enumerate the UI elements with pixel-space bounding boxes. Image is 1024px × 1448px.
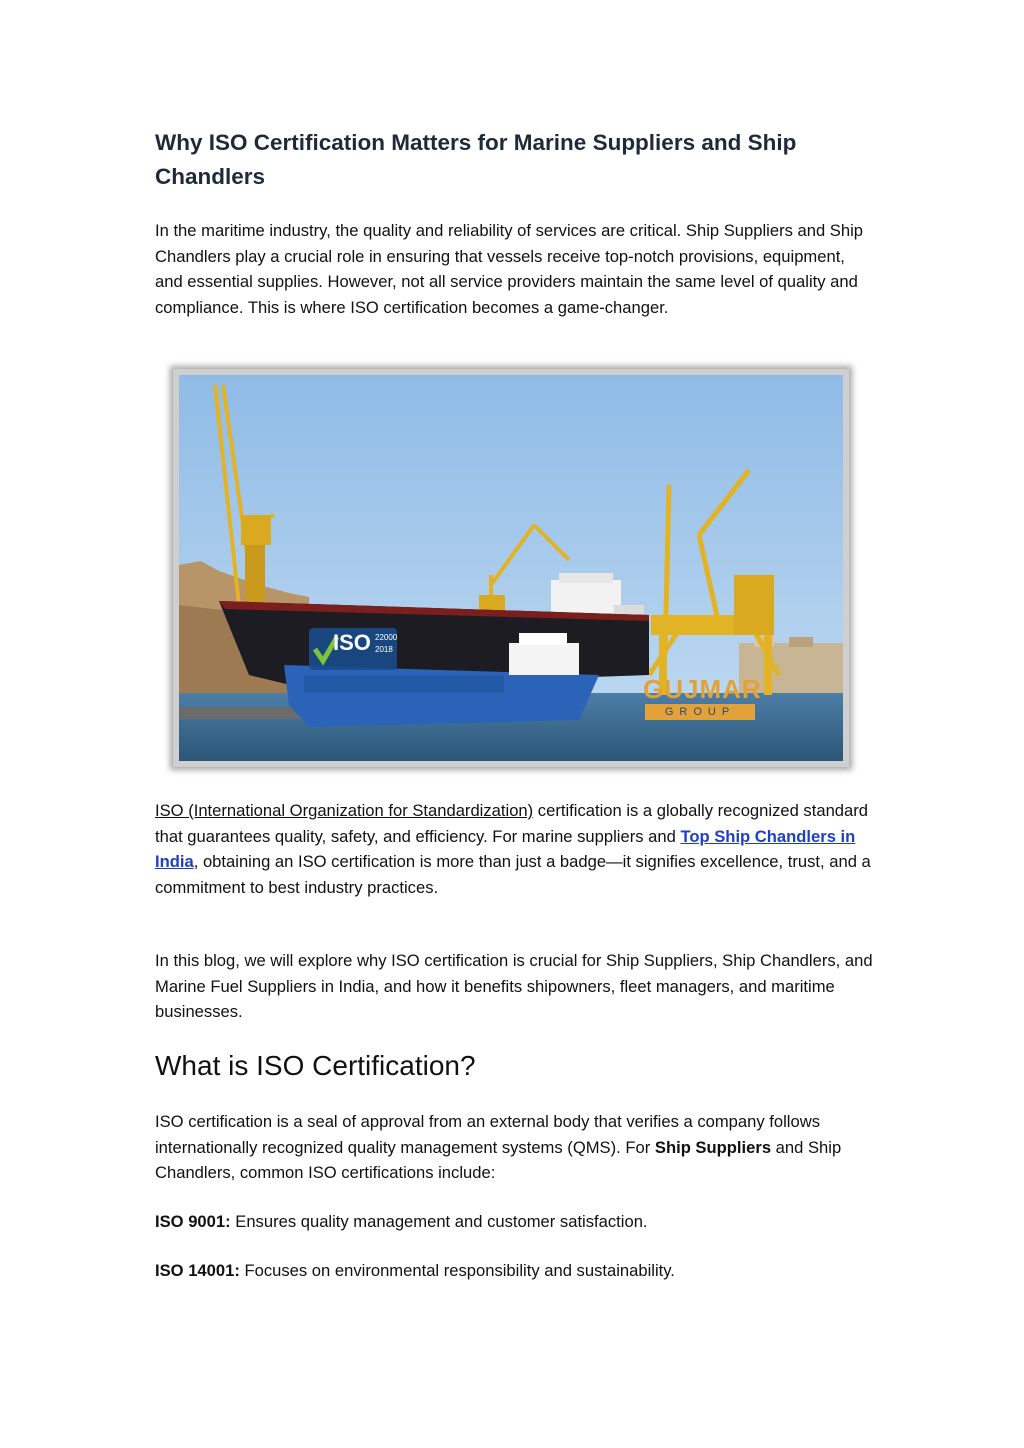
iso-definition-paragraph — [155, 798, 875, 900]
section-paragraph — [155, 1109, 875, 1186]
iso-item-text: Ensures quality management and customer satisfaction. — [230, 1212, 648, 1231]
iso-term: ISO (International Organization for Standardization) — [155, 801, 534, 820]
section-para-text-2: and Ship Chandlers, common ISO certifications include: — [155, 1137, 842, 1182]
section-para-text-1: ISO certification is a seal of approval from an external body that verifies a company follows internationally recognized quality management systems (QMS). For — [155, 1112, 820, 1157]
intro-paragraph: In the maritime industry, the quality and reliability of services are critical. Ship Suppliers and Ship Chandlers play a crucial role in ensuring that vessels receive top-notch provisions, equipment, and essential supplies. However, not all service providers maintain the same level of quality and compliance. This is where ISO certification becomes a game-changer. — [155, 221, 864, 317]
iso-item-label: ISO 14001: — [155, 1261, 240, 1280]
article-title: Why ISO Certification Matters for Marine Suppliers and Ship Chandlers — [155, 130, 797, 189]
iso-badge-code-bottom: 2018 — [375, 645, 393, 654]
section-para-bold: Ship Suppliers — [654, 1137, 772, 1157]
iso-item-text: Focuses on environmental responsibility and sustainability. — [239, 1261, 675, 1280]
iso-9001-item — [155, 1209, 875, 1235]
section-heading: What is ISO Certification? — [155, 1050, 476, 1081]
top-ship-chandlers-link[interactable]: Top Ship Chandlers in India — [155, 826, 856, 871]
iso-para-text-1: certification is a globally recognized standard that guarantees quality, safety, and efficiency. For marine suppliers and — [155, 801, 869, 846]
gujmar-logo: GUJMAR — [643, 674, 762, 704]
gujmar-logo-sub: GROUP — [645, 704, 755, 720]
article-image — [173, 369, 849, 767]
iso-badge-code-top: 22000 — [375, 633, 398, 642]
iso-14001-item — [155, 1258, 875, 1284]
iso-item-label: ISO 9001: — [155, 1212, 231, 1231]
iso-badge-text: ISO — [333, 630, 371, 655]
iso-para-text-2: , obtaining an ISO certification is more than just a badge—it signifies excellence, trust, and a commitment to best industry practices. — [155, 852, 871, 897]
blog-intro-paragraph: In this blog, we will explore why ISO certification is crucial for Ship Suppliers, Ship Chandlers, and Marine Fuel Suppliers in India, and how it benefits shipowners, fleet managers, and maritime businesses. — [155, 951, 873, 1021]
